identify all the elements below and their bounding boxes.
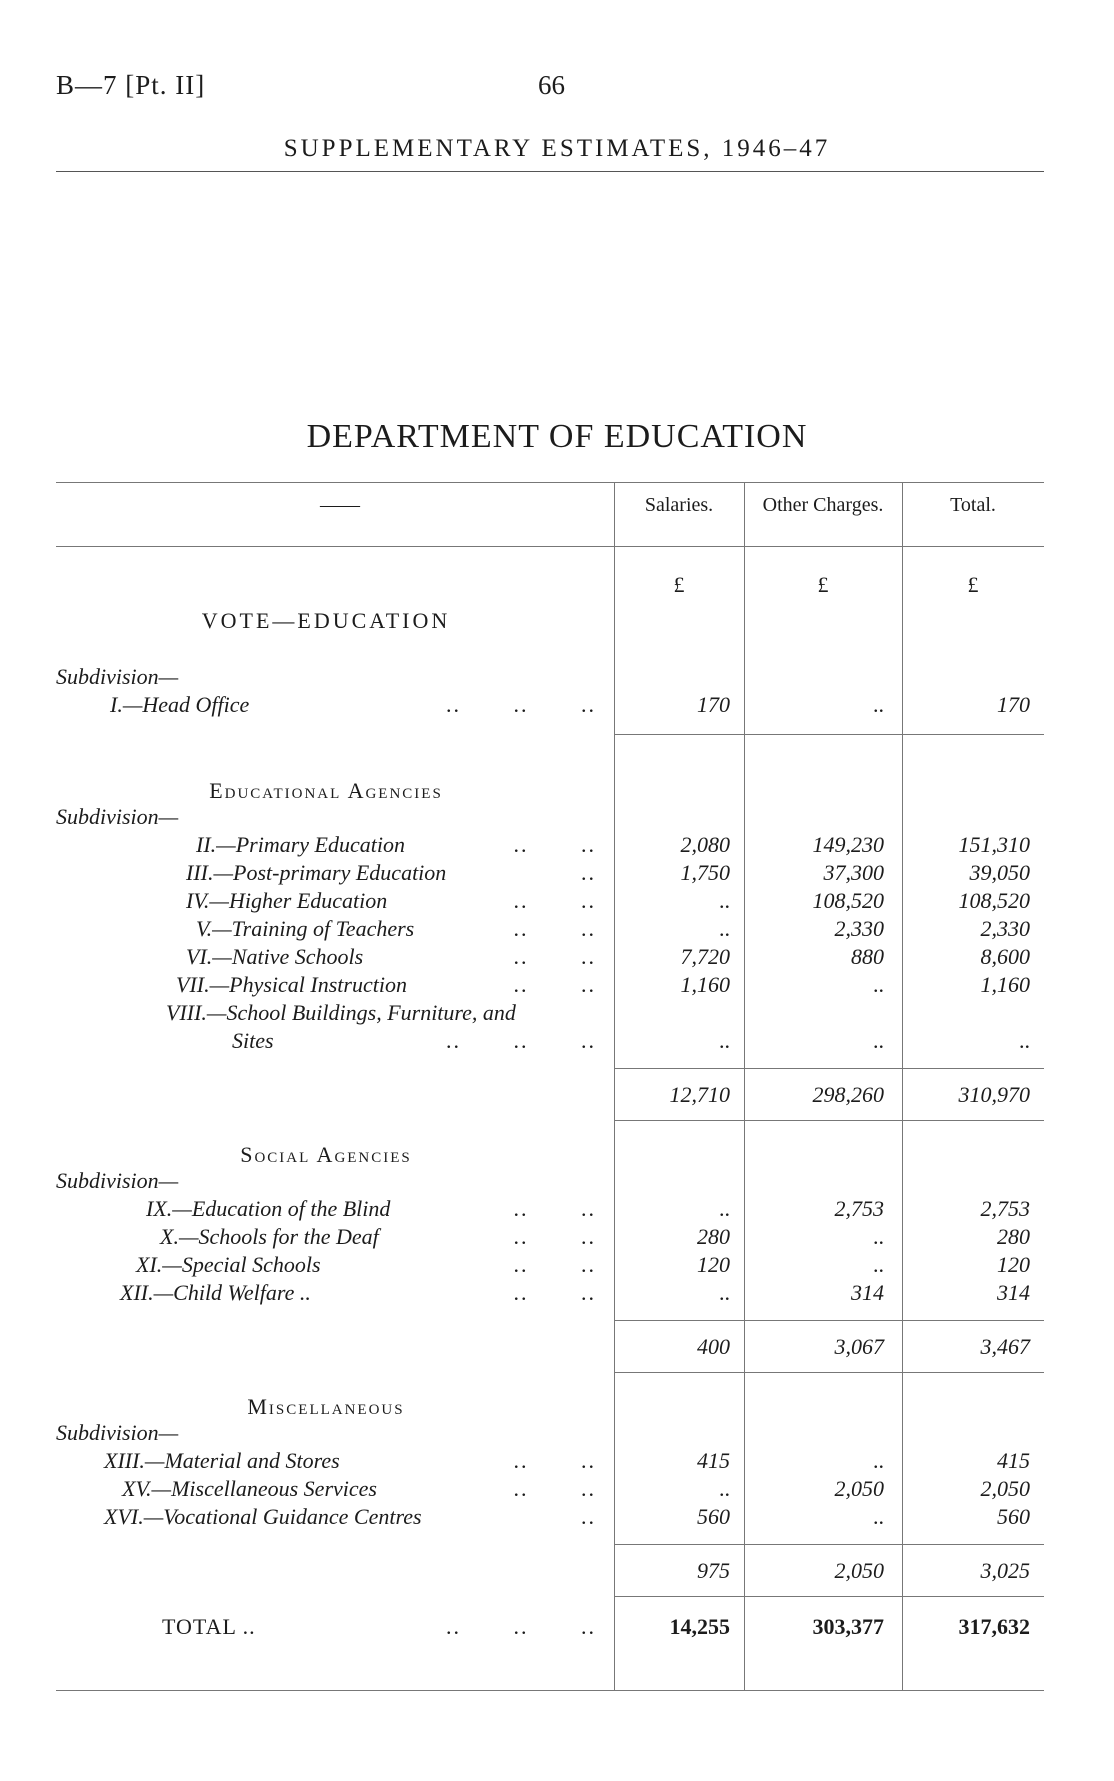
subdivision-label: Subdivision— xyxy=(56,804,179,829)
subtotal-total: 3,025 xyxy=(980,1558,1030,1583)
cell-other-charges: 2,330 xyxy=(834,916,884,941)
leader-dots: .. xyxy=(581,1504,596,1529)
unit-total: £ xyxy=(967,572,979,597)
row-label: VIII.—School Buildings, Furniture, and xyxy=(166,1000,516,1025)
subtotal-rule xyxy=(614,1068,1044,1069)
cell-salaries: 560 xyxy=(697,1504,730,1529)
cell-salaries: 170 xyxy=(697,692,730,717)
row-label: XII.—Child Welfare .. xyxy=(120,1280,311,1305)
leader-dots: .. .. xyxy=(513,888,596,913)
cell-total: .. xyxy=(1019,1028,1030,1053)
row-label-continued: Sites xyxy=(232,1028,274,1053)
cell-other-charges: .. xyxy=(873,692,884,717)
subdivision-label: Subdivision— xyxy=(56,664,179,689)
leader-dots: .. .. xyxy=(513,916,596,941)
cell-salaries: .. xyxy=(719,1196,730,1221)
cell-other-charges: 2,050 xyxy=(834,1476,884,1501)
leader-dots: .. .. xyxy=(513,1280,596,1305)
subtotal-salaries: 12,710 xyxy=(669,1082,730,1107)
cell-other-charges: .. xyxy=(873,1028,884,1053)
grand-total-total: 317,632 xyxy=(958,1614,1030,1639)
table-bottom-rule xyxy=(56,1690,1044,1691)
cell-total: 2,330 xyxy=(980,916,1030,941)
unit-salaries: £ xyxy=(673,572,685,597)
cell-total: 1,160 xyxy=(980,972,1030,997)
row-label: X.—Schools for the Deaf xyxy=(160,1224,379,1249)
cell-other-charges: 314 xyxy=(851,1280,884,1305)
cell-other-charges: 108,520 xyxy=(812,888,884,913)
cell-other-charges: .. xyxy=(873,972,884,997)
section-rule xyxy=(614,1372,1044,1373)
leader-dots: .. .. xyxy=(513,1224,596,1249)
leader-dots: .. .. .. xyxy=(446,692,596,717)
header-bottom-rule xyxy=(56,546,1044,547)
cell-other-charges: .. xyxy=(873,1504,884,1529)
cell-total: 415 xyxy=(997,1448,1030,1473)
cell-salaries: .. xyxy=(719,1280,730,1305)
cell-total: 151,310 xyxy=(958,832,1030,857)
cell-other-charges: .. xyxy=(873,1224,884,1249)
leader-dots: .. .. .. xyxy=(446,1614,596,1639)
col-header-salaries: Salaries. xyxy=(644,494,714,516)
cell-salaries: 7,720 xyxy=(680,944,730,969)
cell-total: 2,753 xyxy=(980,1196,1030,1221)
leader-dots: .. .. xyxy=(513,1252,596,1277)
subtotal-total: 3,467 xyxy=(980,1334,1030,1359)
cell-salaries: .. xyxy=(719,1476,730,1501)
row-label: IX.—Education of the Blind xyxy=(146,1196,391,1221)
subtotal-other-charges: 3,067 xyxy=(834,1334,884,1359)
cell-total: 8,600 xyxy=(980,944,1030,969)
cell-total: 314 xyxy=(997,1280,1030,1305)
row-label: II.—Primary Education xyxy=(196,832,405,857)
cell-salaries: .. xyxy=(719,1028,730,1053)
subdivision-label: Subdivision— xyxy=(56,1420,179,1445)
leader-dots: .. .. xyxy=(513,1448,596,1473)
cell-salaries: 1,750 xyxy=(680,860,730,885)
subdivision-label: Subdivision— xyxy=(56,1168,179,1193)
row-label: III.—Post-primary Education xyxy=(186,860,447,885)
cell-other-charges: 37,300 xyxy=(823,860,884,885)
grand-total-salaries: 14,255 xyxy=(669,1614,730,1639)
cell-total: 280 xyxy=(997,1224,1030,1249)
cell-other-charges: 880 xyxy=(851,944,884,969)
cell-other-charges: .. xyxy=(873,1252,884,1277)
cell-salaries: 280 xyxy=(697,1224,730,1249)
subtotal-rule xyxy=(614,1320,1044,1321)
row-label: IV.—Higher Education xyxy=(186,888,388,913)
cell-salaries: .. xyxy=(719,888,730,913)
unit-other-charges: £ xyxy=(817,572,829,597)
section-rule xyxy=(614,734,1044,735)
department-title: DEPARTMENT OF EDUCATION xyxy=(306,418,808,455)
document-title: SUPPLEMENTARY ESTIMATES, 1946–47 xyxy=(283,135,831,162)
cell-salaries: .. xyxy=(719,916,730,941)
cell-salaries: 120 xyxy=(697,1252,730,1277)
subtotal-other-charges: 2,050 xyxy=(834,1558,884,1583)
subtotal-rule xyxy=(614,1544,1044,1545)
leader-dots: .. .. xyxy=(513,832,596,857)
row-label: XIII.—Material and Stores xyxy=(104,1448,340,1473)
cell-total: 108,520 xyxy=(958,888,1030,913)
cell-total: 170 xyxy=(997,692,1030,717)
cell-other-charges: .. xyxy=(873,1448,884,1473)
vote-title: VOTE—EDUCATION xyxy=(201,608,451,633)
row-label: XVI.—Vocational Guidance Centres xyxy=(104,1504,422,1529)
leader-dots: .. xyxy=(581,860,596,885)
col-header-total: Total. xyxy=(950,494,996,516)
section-rule xyxy=(614,1596,1044,1597)
cell-total: 39,050 xyxy=(969,860,1030,885)
section-rule xyxy=(614,1120,1044,1121)
cell-salaries: 415 xyxy=(697,1448,730,1473)
table-top-rule xyxy=(56,482,1044,483)
header-rule xyxy=(56,171,1044,172)
leader-dots: .. .. xyxy=(513,972,596,997)
row-label: I.—Head Office xyxy=(110,692,250,717)
page-reference: B—7 [Pt. II] xyxy=(56,70,206,100)
leader-dots: .. .. .. xyxy=(446,1028,596,1053)
cell-total: 2,050 xyxy=(980,1476,1030,1501)
row-label: VII.—Physical Instruction xyxy=(176,972,407,997)
leader-dots: .. .. xyxy=(513,944,596,969)
leader-dots: .. .. xyxy=(513,1476,596,1501)
cell-salaries: 1,160 xyxy=(680,972,730,997)
cell-other-charges: 149,230 xyxy=(812,832,884,857)
cell-total: 560 xyxy=(997,1504,1030,1529)
grand-total-label: TOTAL .. xyxy=(162,1614,256,1639)
subtotal-salaries: 975 xyxy=(697,1558,730,1583)
subtotal-salaries: 400 xyxy=(697,1334,730,1359)
subtotal-other-charges: 298,260 xyxy=(812,1082,884,1107)
section-title: Miscellaneous xyxy=(247,1394,405,1419)
subtotal-total: 310,970 xyxy=(958,1082,1030,1107)
grand-total-other-charges: 303,377 xyxy=(812,1614,884,1639)
row-label: XV.—Miscellaneous Services xyxy=(122,1476,377,1501)
col-header-blank: —— xyxy=(320,494,360,516)
section-title: Educational Agencies xyxy=(209,778,443,803)
cell-salaries: 2,080 xyxy=(680,832,730,857)
cell-total: 120 xyxy=(997,1252,1030,1277)
leader-dots: .. .. xyxy=(513,1196,596,1221)
section-title: Social Agencies xyxy=(240,1142,412,1167)
cell-other-charges: 2,753 xyxy=(834,1196,884,1221)
row-label: XI.—Special Schools xyxy=(136,1252,321,1277)
row-label: V.—Training of Teachers xyxy=(196,916,415,941)
row-label: VI.—Native Schools xyxy=(186,944,364,969)
page-number: 66 xyxy=(538,70,565,100)
col-header-other-charges: Other Charges. xyxy=(762,494,884,516)
